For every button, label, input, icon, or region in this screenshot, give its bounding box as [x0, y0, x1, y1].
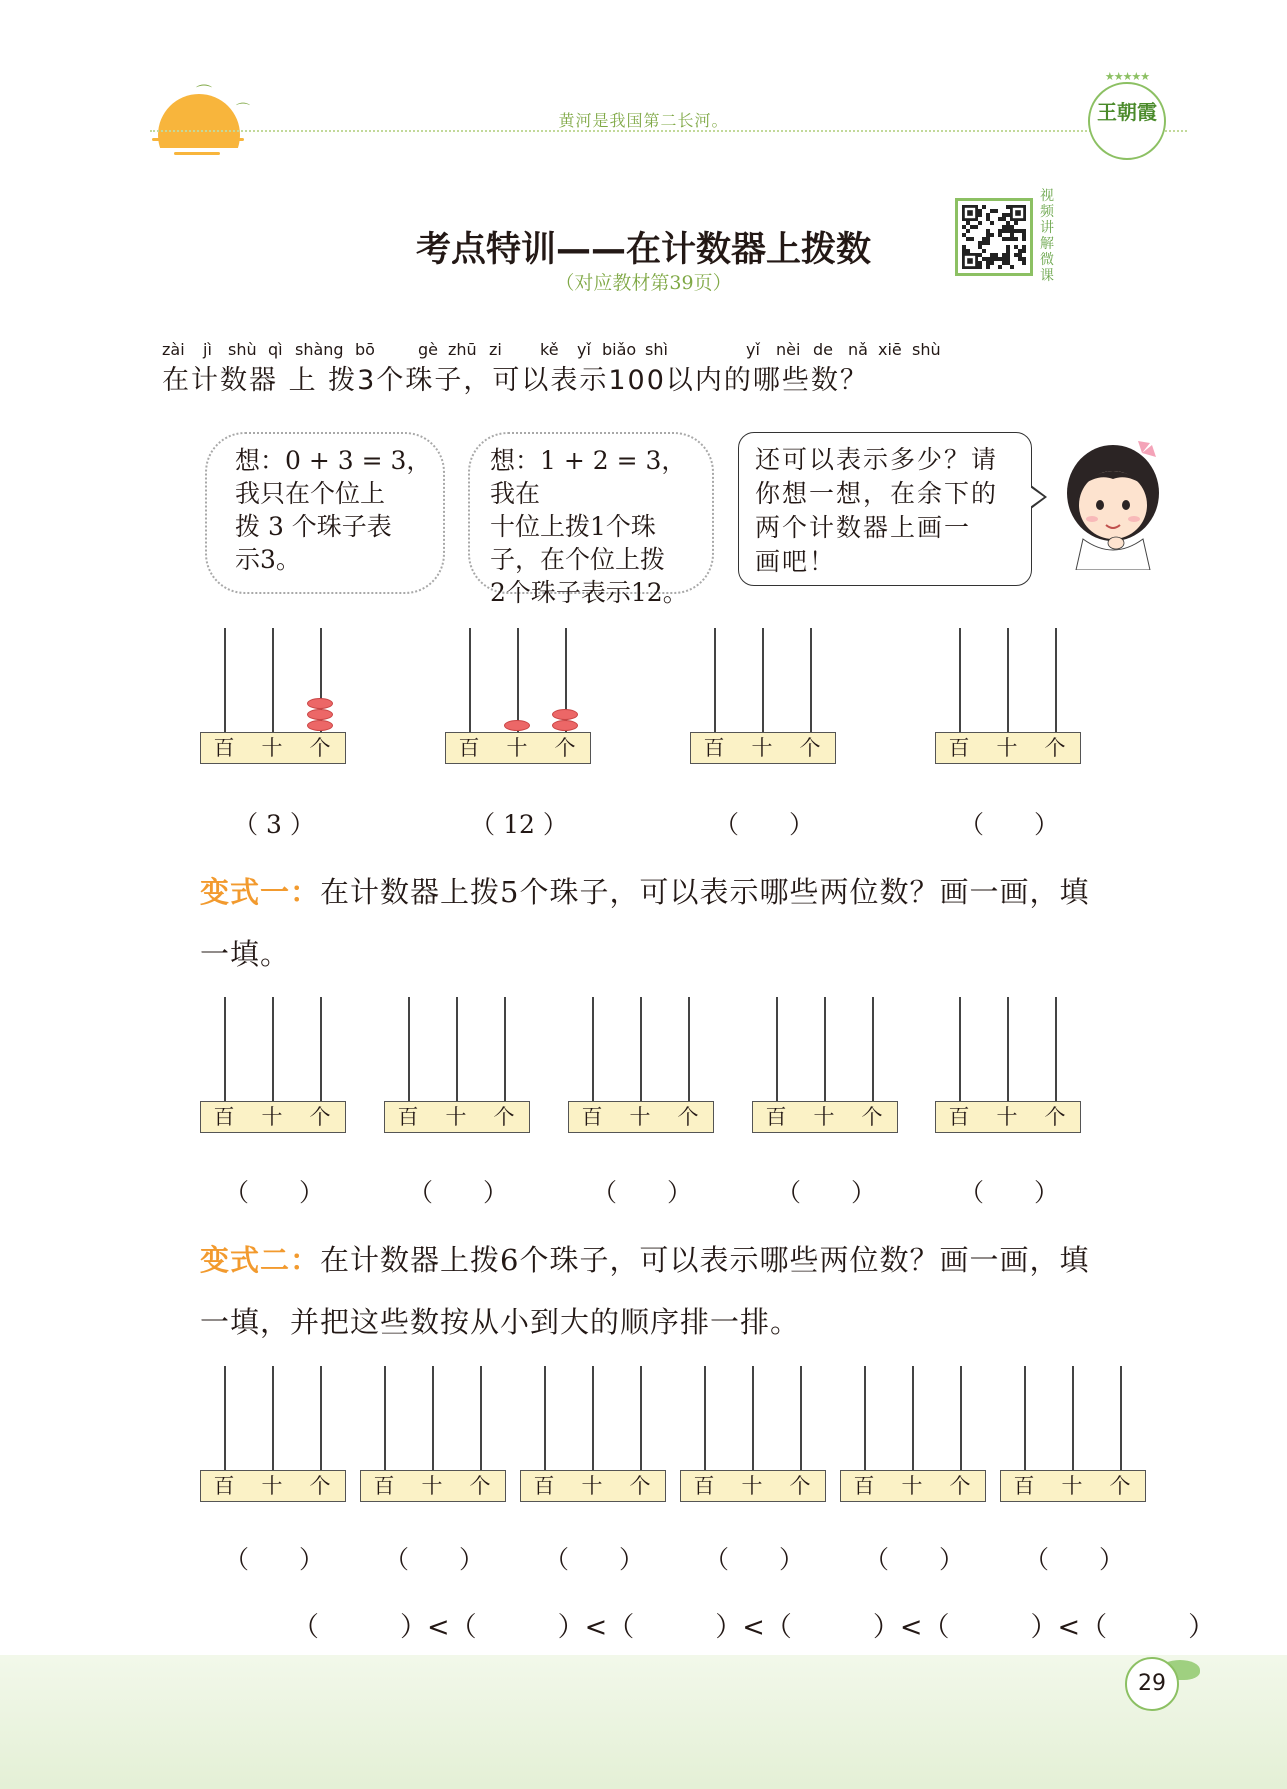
place-label: 个: [1109, 1474, 1131, 1498]
video-lesson-char: 频: [1040, 204, 1054, 220]
pinyin: kě: [540, 340, 559, 359]
abacus-rod: [688, 997, 690, 1101]
pinyin: bō: [355, 340, 375, 359]
bead: [552, 720, 578, 731]
bubble-line: 拨 3 个珠子表: [235, 512, 392, 541]
abacus-rod: [1055, 997, 1057, 1101]
variant1-text: 在计数器上拨5个珠子，可以表示哪些两位数？画一画，填: [320, 875, 1090, 909]
place-label: 百: [458, 736, 480, 760]
abacus-rod: [384, 1366, 386, 1470]
abacus-rod: [959, 997, 961, 1101]
pinyin: gè: [418, 340, 438, 359]
abacus-counter[interactable]: [200, 628, 348, 763]
abacus-rod: [1055, 628, 1057, 732]
abacus-counter[interactable]: [680, 1366, 828, 1501]
abacus-counter[interactable]: [690, 628, 838, 763]
video-lesson-char: 视: [1040, 188, 1054, 204]
pinyin: shù: [912, 340, 941, 359]
bead: [307, 720, 333, 731]
answer-blank[interactable]: （ 12 ）: [470, 810, 568, 839]
question-text: 在计数器 上 拨3个珠子，可以表示100以内的哪些数？: [162, 365, 869, 396]
pinyin: zài: [162, 340, 185, 359]
bubble-line: 想：0 + 3 = 3，: [235, 446, 432, 475]
place-label: 百: [948, 736, 970, 760]
variant1-label: 变式一：: [200, 875, 321, 909]
video-lesson-char: 微: [1040, 252, 1054, 268]
abacus-rod: [1007, 628, 1009, 732]
video-lesson-char: 解: [1040, 236, 1054, 252]
abacus-rod: [824, 997, 826, 1101]
place-label: 百: [213, 1105, 235, 1129]
bubble-line: 子，在个位上拨: [490, 545, 666, 574]
abacus-rod: [544, 1366, 546, 1470]
answer-blank[interactable]: （ 3 ）: [233, 810, 315, 839]
abacus-rod: [224, 997, 226, 1101]
pinyin: zi: [489, 340, 502, 359]
abacus-rod: [504, 997, 506, 1101]
place-label: 百: [765, 1105, 787, 1129]
abacus-rod: [272, 1366, 274, 1470]
place-label: 十: [901, 1474, 923, 1498]
place-label: 百: [213, 1474, 235, 1498]
abacus-rod: [1072, 1366, 1074, 1470]
place-label: 十: [421, 1474, 443, 1498]
abacus-rod: [810, 628, 812, 732]
place-label: 百: [533, 1474, 555, 1498]
place-label: 个: [949, 1474, 971, 1498]
place-label: 百: [948, 1105, 970, 1129]
girl-illustration: [1058, 435, 1168, 570]
pinyin: zhū: [448, 340, 477, 359]
abacus-counter[interactable]: [445, 628, 593, 763]
bead: [307, 709, 333, 720]
abacus-rod: [517, 628, 519, 732]
speech-line: 两个计数器上画一: [755, 513, 972, 542]
abacus-rod: [959, 628, 961, 732]
abacus-counter[interactable]: [935, 997, 1083, 1132]
running-header: 黄河是我国第二长河。: [558, 111, 729, 130]
thought-bubble: [468, 432, 714, 607]
video-lesson-char: 课: [1040, 268, 1054, 284]
abacus-rod: [224, 1366, 226, 1470]
sun-line: [152, 138, 244, 141]
abacus-rod: [1120, 1366, 1122, 1470]
place-label: 十: [261, 736, 283, 760]
place-label: 百: [373, 1474, 395, 1498]
place-label: 百: [853, 1474, 875, 1498]
video-lesson-label: [1036, 188, 1058, 284]
place-label: 十: [261, 1105, 283, 1129]
bubble-line: 想：1 + 2 = 3，我在: [490, 446, 687, 508]
pinyin: shì: [645, 340, 668, 359]
abacus-rod: [480, 1366, 482, 1470]
answer-blank[interactable]: （ ）: [775, 1178, 876, 1207]
speech-line: 还可以表示多少？请: [755, 445, 999, 474]
place-label: 十: [1061, 1474, 1083, 1498]
place-label: 十: [741, 1474, 763, 1498]
variant2-label: 变式二：: [200, 1243, 321, 1277]
variant1-title: [200, 870, 1089, 911]
abacus-rod: [456, 997, 458, 1101]
answer-blank[interactable]: （ ）: [223, 1545, 324, 1574]
bubble-line: 2个珠子表示12。: [490, 578, 688, 607]
place-label: 百: [213, 736, 235, 760]
abacus-rod: [752, 1366, 754, 1470]
abacus-rod: [272, 997, 274, 1101]
place-label: 百: [581, 1105, 603, 1129]
abacus-counter[interactable]: [520, 1366, 668, 1501]
place-label: 个: [309, 1105, 331, 1129]
qr-code[interactable]: [955, 198, 1033, 276]
pinyin: yǐ: [577, 340, 591, 359]
answer-blank[interactable]: （ ）: [223, 1178, 324, 1207]
place-label: 个: [799, 736, 821, 760]
place-label: 十: [751, 736, 773, 760]
abacus-rod: [872, 997, 874, 1101]
place-label: 十: [813, 1105, 835, 1129]
stars-icon: ★★★★★: [1104, 70, 1150, 83]
place-label: 百: [703, 736, 725, 760]
bubble-line: 我只在个位上: [235, 479, 386, 508]
pinyin: yǐ: [746, 340, 760, 359]
answer-blank[interactable]: （ ）: [383, 1545, 484, 1574]
place-label: 个: [1044, 736, 1066, 760]
variant2-text: 在计数器上拨6个珠子，可以表示哪些两位数？画一画，填: [320, 1243, 1090, 1277]
bird-icon: ⌒: [236, 103, 250, 119]
place-label: 个: [789, 1474, 811, 1498]
pinyin: nǎ: [848, 340, 868, 359]
pinyin: nèi: [776, 340, 801, 359]
place-label: 个: [493, 1105, 515, 1129]
bird-icon: ⌒: [196, 83, 213, 102]
speech-line: 你想一想，在余下的: [755, 479, 999, 508]
page-title: 考点特训——在计数器上拨数: [415, 230, 871, 270]
place-label: 百: [693, 1474, 715, 1498]
abacus-rod: [469, 628, 471, 732]
variant2-title: [200, 1238, 1089, 1279]
page-number: 29: [1125, 1657, 1179, 1711]
answer-blank[interactable]: （ ）: [863, 1545, 964, 1574]
abacus-counter[interactable]: [935, 628, 1083, 763]
abacus-counter[interactable]: [752, 997, 900, 1132]
abacus-rod: [592, 1366, 594, 1470]
brand-badge: [1088, 70, 1166, 160]
place-label: 十: [581, 1474, 603, 1498]
place-label: 个: [677, 1105, 699, 1129]
bead: [504, 720, 530, 731]
abacus-rod: [800, 1366, 802, 1470]
place-label: 个: [309, 1474, 331, 1498]
answer-blank[interactable]: （ ）: [958, 1178, 1059, 1207]
speech-bubble: [738, 432, 1032, 586]
place-label: 十: [261, 1474, 283, 1498]
abacus-rod: [864, 1366, 866, 1470]
abacus-counter[interactable]: [1000, 1366, 1148, 1501]
sun-line: [174, 152, 220, 155]
place-label: 十: [996, 1105, 1018, 1129]
abacus-rod: [960, 1366, 962, 1470]
answer-blank[interactable]: （ ）: [958, 810, 1059, 839]
bead: [552, 709, 578, 720]
place-label: 个: [861, 1105, 883, 1129]
abacus-rod: [640, 997, 642, 1101]
abacus-rod: [714, 628, 716, 732]
pinyin: de: [813, 340, 833, 359]
video-lesson-char: 讲: [1040, 220, 1054, 236]
place-label: 十: [445, 1105, 467, 1129]
place-label: 百: [1013, 1474, 1035, 1498]
abacus-rod: [320, 997, 322, 1101]
place-label: 个: [629, 1474, 651, 1498]
bubble-line: 示3。: [235, 545, 301, 574]
pinyin: xiē: [878, 340, 902, 359]
pinyin: qì: [268, 340, 283, 359]
pinyin: biǎo: [602, 340, 637, 359]
abacus-rod: [640, 1366, 642, 1470]
abacus-counter[interactable]: [568, 997, 716, 1132]
abacus-rod: [408, 997, 410, 1101]
pinyin: shù: [228, 340, 257, 359]
abacus-rod: [776, 997, 778, 1101]
ordering-blanks[interactable]: （ ）<（ ）<（ ）<（ ）<（ ）<（ ）: [292, 1612, 1216, 1643]
bubble-line: 十位上拨1个珠: [490, 512, 656, 541]
variant2-text-line2: 一填，并把这些数按从小到大的顺序排一排。: [200, 1305, 801, 1339]
answer-blank[interactable]: （ ）: [407, 1178, 508, 1207]
pinyin: shàng: [295, 340, 344, 359]
place-label: 个: [309, 736, 331, 760]
abacus-counter[interactable]: [200, 997, 348, 1132]
qr-code-icon: [962, 205, 1026, 269]
variant1-text-line2: 一填。: [200, 937, 291, 971]
place-label: 个: [1044, 1105, 1066, 1129]
abacus-rod: [432, 1366, 434, 1470]
abacus-rod: [912, 1366, 914, 1470]
footer-background: [0, 1655, 1287, 1789]
bead: [307, 698, 333, 709]
abacus-rod: [1024, 1366, 1026, 1470]
abacus-rod: [224, 628, 226, 732]
speech-line: 画吧！: [755, 547, 837, 576]
pinyin: jì: [203, 340, 212, 359]
abacus-rod: [592, 997, 594, 1101]
answer-blank[interactable]: （ ）: [591, 1178, 692, 1207]
answer-blank[interactable]: （ ）: [703, 1545, 804, 1574]
answer-blank[interactable]: （ ）: [543, 1545, 644, 1574]
place-label: 十: [506, 736, 528, 760]
place-label: 个: [469, 1474, 491, 1498]
place-label: 十: [629, 1105, 651, 1129]
abacus-rod: [704, 1366, 706, 1470]
page-subtitle: （对应教材第39页）: [555, 272, 732, 294]
abacus-rod: [320, 1366, 322, 1470]
brand-name: 王朝霞: [1097, 100, 1157, 124]
abacus-counter[interactable]: [200, 1366, 348, 1501]
abacus-counter[interactable]: [384, 997, 532, 1132]
abacus-rod: [1007, 997, 1009, 1101]
abacus-rod: [762, 628, 764, 732]
abacus-counter[interactable]: [840, 1366, 988, 1501]
abacus-counter[interactable]: [360, 1366, 508, 1501]
answer-blank[interactable]: （ ）: [713, 810, 814, 839]
place-label: 十: [996, 736, 1018, 760]
place-label: 个: [554, 736, 576, 760]
answer-blank[interactable]: （ ）: [1023, 1545, 1124, 1574]
abacus-rod: [272, 628, 274, 732]
sun-line: [162, 145, 232, 148]
place-label: 百: [397, 1105, 419, 1129]
thought-bubble: [205, 432, 445, 594]
